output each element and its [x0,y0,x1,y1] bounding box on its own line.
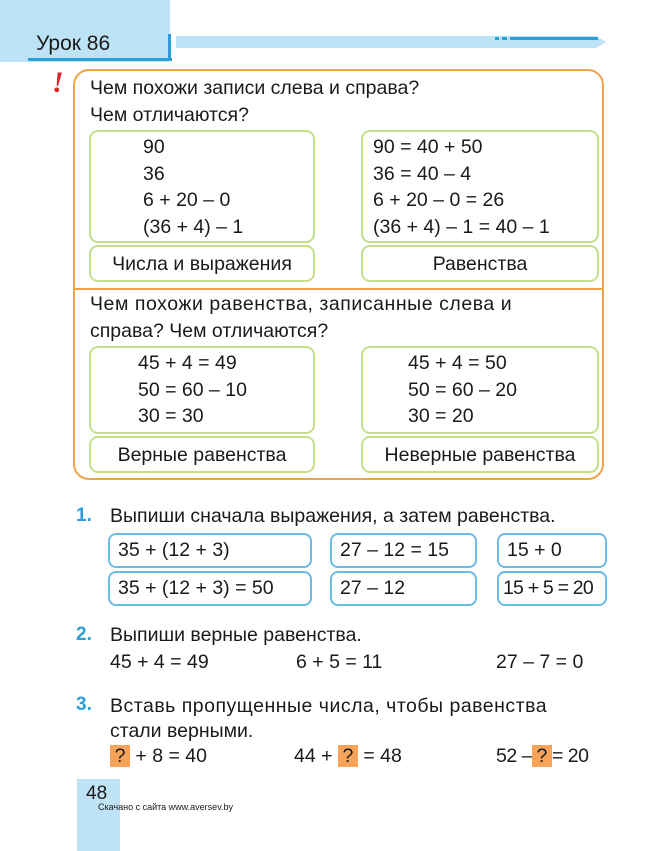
stripe-dash [495,37,499,40]
equalities-box [361,130,599,243]
equality-item: 36 = 40 – 4 [373,162,472,185]
equality-item: 30 = 30 [138,405,204,427]
true-equalities-box [89,346,315,434]
equality-item: 30 = 20 [408,405,474,427]
question-1: Чем похожи записи слева и справа? Чем отличаются? [90,77,420,126]
equality-item: 45 + 4 = 50 [408,352,507,374]
equality-item: 45 + 4 = 49 [138,352,237,374]
missing-number-box: ? [110,745,130,767]
missing-number-box: ? [532,745,552,767]
expression-card: 35 + (12 + 3) = 50 [108,571,312,606]
expression-item: 90 [143,136,165,158]
equality-item: 27 – 7 = 0 [496,651,584,673]
equality-item: 6 + 5 = 11 [296,651,383,673]
missing-number-equality: 44 + ? = 48 [294,745,402,767]
lesson-title: Урок 86 [36,32,111,55]
exercise-number: 3. [76,694,92,715]
expression-item: 36 [143,162,165,185]
lesson-divider [168,34,171,61]
expression-card: 27 – 12 [330,571,477,606]
numbers-box [89,130,315,243]
missing-number-box: ? [338,745,358,767]
equality-item: 6 + 20 – 0 = 26 [373,189,505,211]
expression-card: 15 + 5 = 20 [497,571,607,606]
label-false-equalities: Неверные равенства [361,436,599,473]
equality-item: 45 + 4 = 49 [110,651,209,673]
exclamation-icon: ! [52,66,64,99]
label-true-equalities: Верные равенства [89,436,315,473]
missing-number-equality: ? + 8 = 40 [110,745,207,768]
expression-item: 6 + 20 – 0 [143,189,231,211]
equality-item: 50 = 60 – 10 [138,378,247,401]
equality-item: 90 = 40 + 50 [373,136,483,158]
expression-card: 35 + (12 + 3) [108,533,312,568]
exercise-number: 1. [76,505,92,526]
missing-number-equality: 52 – ? = 20 [496,745,589,767]
source-note: Скачано с сайта www.aversev.by [98,802,234,812]
page-number: 48 [86,783,108,804]
expression-card: 15 + 0 [497,533,607,568]
label-numbers-expressions: Числа и выражения [89,245,315,282]
label-equalities: Равенства [361,245,599,282]
false-equalities-box [361,346,599,434]
exercise-3-text: Вставь пропущенные числа, чтобы равенства стали верными. [110,695,548,742]
exercise-number: 2. [76,624,92,645]
stripe-dash [502,37,507,40]
stripe-dash [510,37,598,40]
equality-item: 50 = 60 – 20 [408,378,517,401]
expression-card: 27 – 12 = 15 [330,533,477,568]
lesson-underline [28,58,172,61]
expression-item: (36 + 4) – 1 [143,215,244,238]
question-2: Чем похожи равенства, записанные слева и справа? Чем отличаются? [90,293,513,342]
exercise-1-text: Выпиши сначала выражения, а затем равенства. [110,505,556,527]
frame-divider [73,288,604,290]
exercise-2-text: Выпиши верные равенства. [110,624,362,646]
equality-item: (36 + 4) – 1 = 40 – 1 [373,215,550,238]
